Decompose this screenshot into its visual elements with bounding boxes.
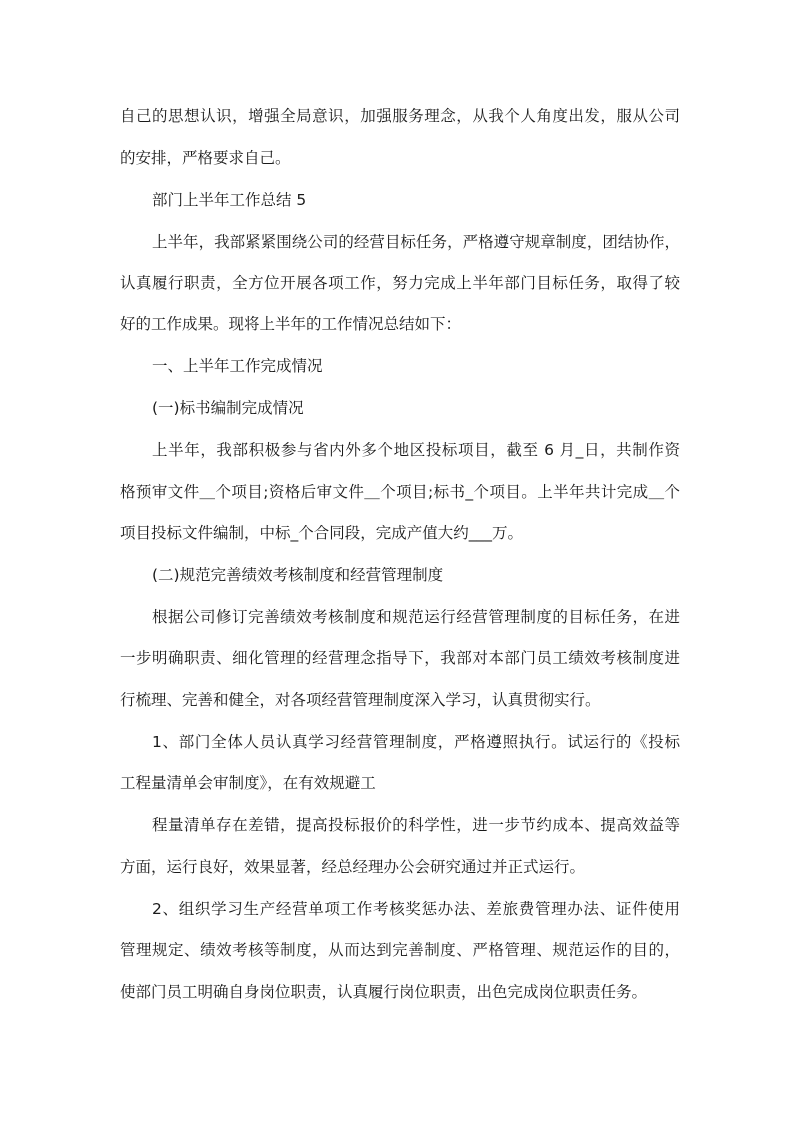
paragraph-line: 格预审文件＿个项目;资格后审文件＿个项目;标书_个项目。上半年共计完成＿个: [120, 483, 680, 501]
section-heading: 部门上半年工作总结 5: [152, 191, 307, 209]
paragraph-line: 的安排，严格要求自己。: [120, 149, 291, 167]
paragraph-line: 自己的思想认识，增强全局意识，加强服务理念，从我个人角度出发，服从公司: [120, 107, 680, 125]
paragraph-line: 上半年，我部积极参与省内外多个地区投标项目，截至 6 月_日，共制作资: [152, 441, 680, 459]
paragraph-line: 根据公司修订完善绩效考核制度和规范运行经营管理制度的目标任务，在进: [152, 608, 680, 626]
paragraph-line: 管理规定、绩效考核等制度，从而达到完善制度、严格管理、规范运作的目的，: [120, 941, 680, 959]
section-heading: 一、上半年工作完成情况: [152, 357, 323, 375]
paragraph-line: 使部门员工明确自身岗位职责，认真履行岗位职责，出色完成岗位职责任务。: [120, 983, 648, 1001]
paragraph-line: 2、组织学习生产经营单项工作考核奖惩办法、差旅费管理办法、证件使用: [152, 900, 680, 918]
paragraph-line: 工程量清单会审制度》，在有效规避工: [120, 774, 376, 792]
paragraph-line: 项目投标文件编制，中标_个合同段，完成产值大约___万。: [120, 524, 524, 542]
paragraph-line: 程量清单存在差错，提高投标报价的科学性，进一步节约成本、提高效益等: [152, 816, 680, 834]
paragraph-line: 上半年，我部紧紧围绕公司的经营目标任务，严格遵守规章制度，团结协作，: [152, 233, 680, 251]
paragraph-line: 认真履行职责，全方位开展各项工作，努力完成上半年部门目标任务，取得了较: [120, 274, 680, 292]
paragraph-line: 1、部门全体人员认真学习经营管理制度，严格遵照执行。试运行的《投标: [152, 733, 680, 751]
paragraph-line: 好的工作成果。现将上半年的工作情况总结如下：: [120, 315, 462, 333]
paragraph-line: 一步明确职责、细化管理的经营理念指导下，我部对本部门员工绩效考核制度进: [120, 649, 680, 667]
paragraph-line: 行梳理、完善和健全，对各项经营管理制度深入学习，认真贯彻实行。: [120, 691, 601, 709]
subsection-heading: (二)规范完善绩效考核制度和经营管理制度: [152, 566, 444, 584]
paragraph-line: 方面，运行良好，效果显著，经总经理办公会研究通过并正式运行。: [120, 858, 586, 876]
subsection-heading: (一)标书编制完成情况: [152, 399, 304, 417]
